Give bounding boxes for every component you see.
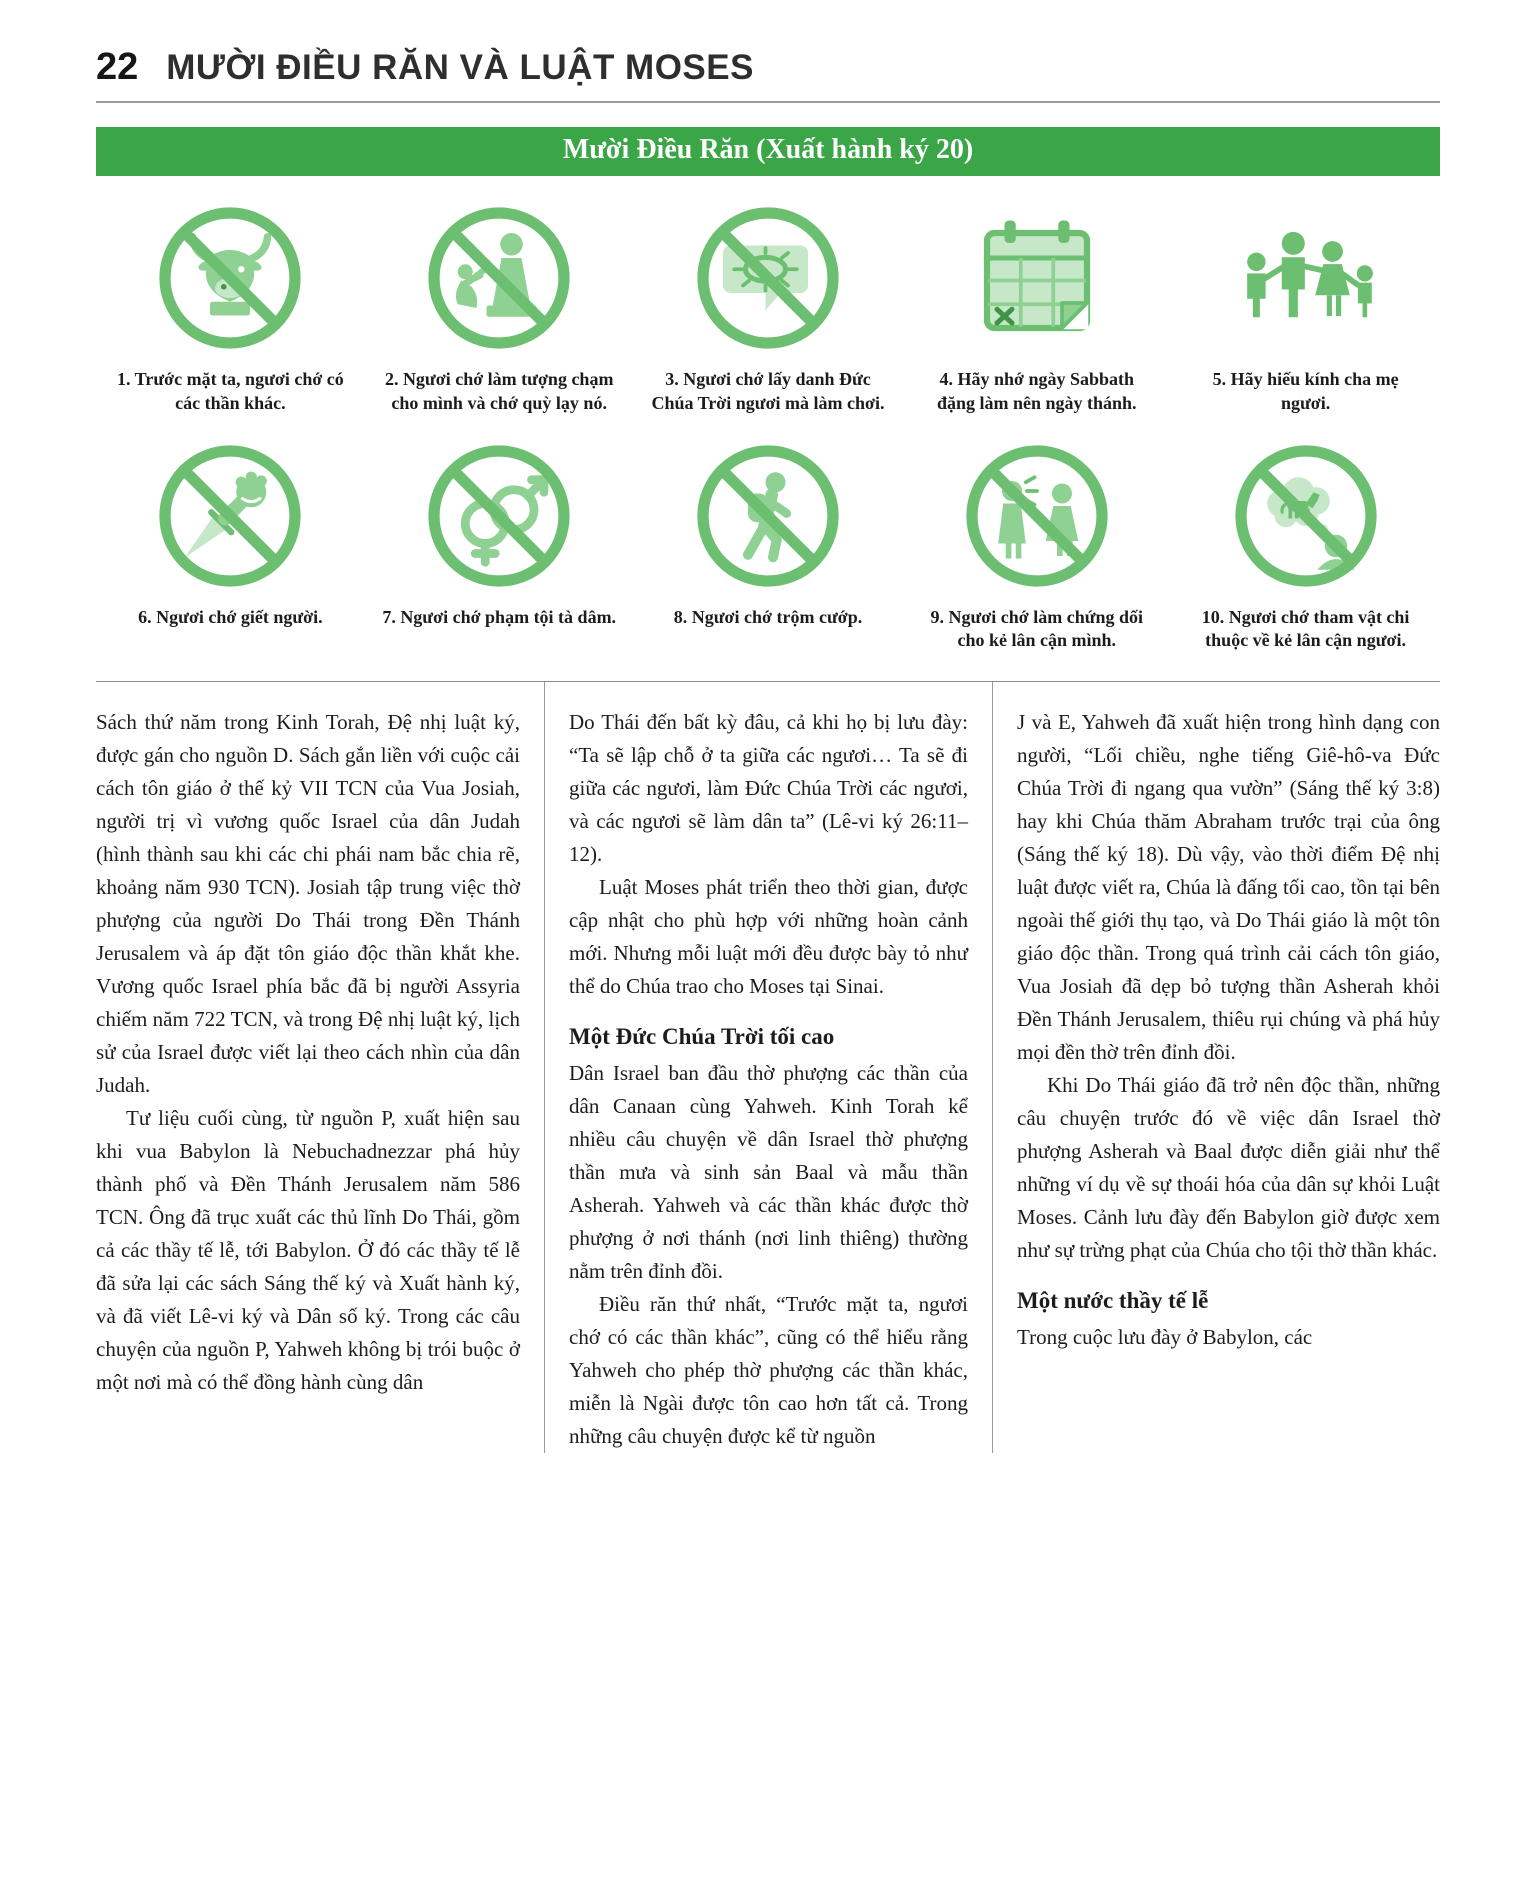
commandments-grid [96,202,1440,677]
honor-parents-icon [1231,203,1381,353]
paragraph: Trong cuộc lưu đày ở Babylon, các [1017,1324,1313,1349]
paragraph: Do Thái đến bất kỳ đâu, cả khi họ bị lưu đày: “Ta sẽ lập chỗ ở ta giữa các ngươi… Ta sẽ đi giữa các ngươi, làm Đức Chúa Trời các ngươi, và các ngươi sẽ làm dân ta” (Lê-vi ký 26:11–12). [569,710,968,866]
commandment-1 [96,202,365,440]
paragraph: Tư liệu cuối cùng, từ nguồn P, xuất hiện sau khi vua Babylon là Nebuchadnezzar phá hủy thành phố và Đền Thánh Jerusalem năm 586 TCN. Ông đã trục xuất các thủ lĩnh Do Thái, gồm cả các thầy tế lễ, tới Babylon. Ở đó các thầy tế lễ đã sửa lại các sách Sáng thế ký và Xuất hành ký, và đã viết Lê-vi ký và Dân số ký. Trong các câu chuyện của nguồn P, Yahweh không bị trói buộc ở một nơi mà có thể đồng hành cùng dân [96,1106,520,1394]
commandment-3 [634,202,903,440]
banner-title: Mười Điều Răn (Xuất hành ký 20) [562,134,974,165]
commandment-caption: 5. Hãy hiếu kính cha mẹ ngươi. [1212,369,1399,413]
page-title: MƯỜI ĐIỀU RĂN VÀ LUẬT MOSES [166,48,754,87]
section-heading: Một nước thầy tế lễ [1017,1288,1209,1313]
commandment-7 [365,440,634,678]
no-stealing-icon [693,441,843,591]
commandment-9 [902,440,1171,678]
article-column-1 [96,682,544,1453]
commandment-caption: 8. Ngươi chớ trộm cướp. [673,606,863,627]
no-false-witness-icon [962,441,1112,591]
commandment-caption: 9. Ngươi chớ làm chứng dối cho kẻ lân cận mình. [930,606,1144,651]
no-murder-icon [155,441,305,591]
commandment-caption: 1. Trước mặt ta, ngươi chớ có các thần khác. [116,369,344,413]
commandment-caption: 3. Ngươi chớ lấy danh Đức Chúa Trời ngươi mà làm chơi. [651,369,885,413]
commandment-2 [365,202,634,440]
masthead [96,46,1440,103]
page-number: 22 [96,46,139,88]
commandment-caption: 6. Ngươi chớ giết người. [138,606,323,627]
paragraph: Điều răn thứ nhất, “Trước mặt ta, ngươi chớ có các thần khác”, cũng có thể hiểu rằng Yahweh cho phép thờ phượng các thần khác, miễn là Ngài được tôn cao hơn tất cả. Trong những câu chuyện được kể từ nguồn [569,1291,968,1448]
article-column-2 [544,682,992,1453]
paragraph: J và E, Yahweh đã xuất hiện trong hình dạng con người, “Lối chiều, nghe tiếng Giê-hô-va Đức Chúa Trời đi ngang qua vườn” (Sáng thế ký 3:8) hay khi Chúa thăm Abraham trước trại của ông (Sáng thế ký 18). Dù vậy, vào thời điểm Đệ nhị luật được viết ra, Chúa là đấng tối cao, tồn tại bên ngoài thế giới thụ tạo, và Do Thái giáo là một tôn giáo độc thần. Trong quá trình cải cách tôn giáo, Vua Josiah đã dẹp bỏ tượng thần Asherah khỏi Đền Thánh Jerusalem, thiêu rụi chúng và phá hủy mọi đền thờ trên đỉnh đồi. [1017,710,1440,1064]
no-idols-icon [424,203,574,353]
no-other-gods-icon [155,203,305,353]
commandment-6 [96,440,365,678]
no-adultery-icon [424,441,574,591]
commandment-8 [634,440,903,678]
paragraph: Khi Do Thái giáo đã trở nên độc thần, những câu chuyện trước đó về việc dân Israel thờ phượng Asherah và Baal được diễn giải như thể những ví dụ về sự thoái hóa của dân sự khỏi Luật Moses. Cảnh lưu đày đến Babylon giờ được xem như sự trừng phạt của Chúa cho tội thờ thần khác. [1017,1073,1440,1262]
commandment-caption: 4. Hãy nhớ ngày Sabbath đặng làm nên ngày thánh. [936,369,1137,413]
no-misusing-name-icon [693,203,843,353]
paragraph: Dân Israel ban đầu thờ phượng các thần của dân Canaan cùng Yahweh. Kinh Torah kể nhiều câu chuyện về dân Israel thờ phượng thần mưa và sinh sản Baal và mẫu thần Asherah. Yahweh và các thần khác được thờ phượng ở nơi thánh (nơi linh thiêng) thường nằm trên đỉnh đồi. [569,1060,968,1283]
article-column-3 [992,682,1440,1453]
commandment-5 [1171,202,1440,440]
commandment-10 [1171,440,1440,678]
commandment-caption: 2. Ngươi chớ làm tượng chạm cho mình và chớ quỳ lạy nó. [384,369,614,413]
commandment-caption: 10. Ngươi chớ tham vật chi thuộc về kẻ lân cận ngươi. [1201,606,1410,651]
section-banner [96,127,1440,176]
no-coveting-icon [1231,441,1381,591]
commandment-4 [902,202,1171,440]
paragraph: Luật Moses phát triển theo thời gian, được cập nhật cho phù hợp với những hoàn cảnh mới. Nhưng mỗi luật mới đều được bày tỏ như thể do Chúa trao cho Moses tại Sinai. [569,875,968,998]
commandment-caption: 7. Ngươi chớ phạm tội tà dâm. [382,606,617,627]
paragraph: Sách thứ năm trong Kinh Torah, Đệ nhị luật ký, được gán cho nguồn D. Sách gắn liền với cuộc cải cách tôn giáo ở thế kỷ VII TCN của Vua Josiah, người trị vì vương quốc Israel của dân Judah (hình thành sau khi các chi phái nam bắc chia rẽ, khoảng năm 930 TCN). Josiah tập trung việc thờ phượng của người Do Thái trong Đền Thánh Jerusalem và áp đặt tôn giáo độc thần khắt khe. Vương quốc Israel phía bắc đã bị người Assyria chiếm năm 722 TCN, và trong Đệ nhị luật ký, lịch sử của Israel được viết lại theo cách nhìn của dân Judah. [96,710,520,1097]
sabbath-calendar-icon [962,203,1112,353]
section-heading: Một Đức Chúa Trời tối cao [569,1024,835,1049]
article [96,681,1440,1453]
